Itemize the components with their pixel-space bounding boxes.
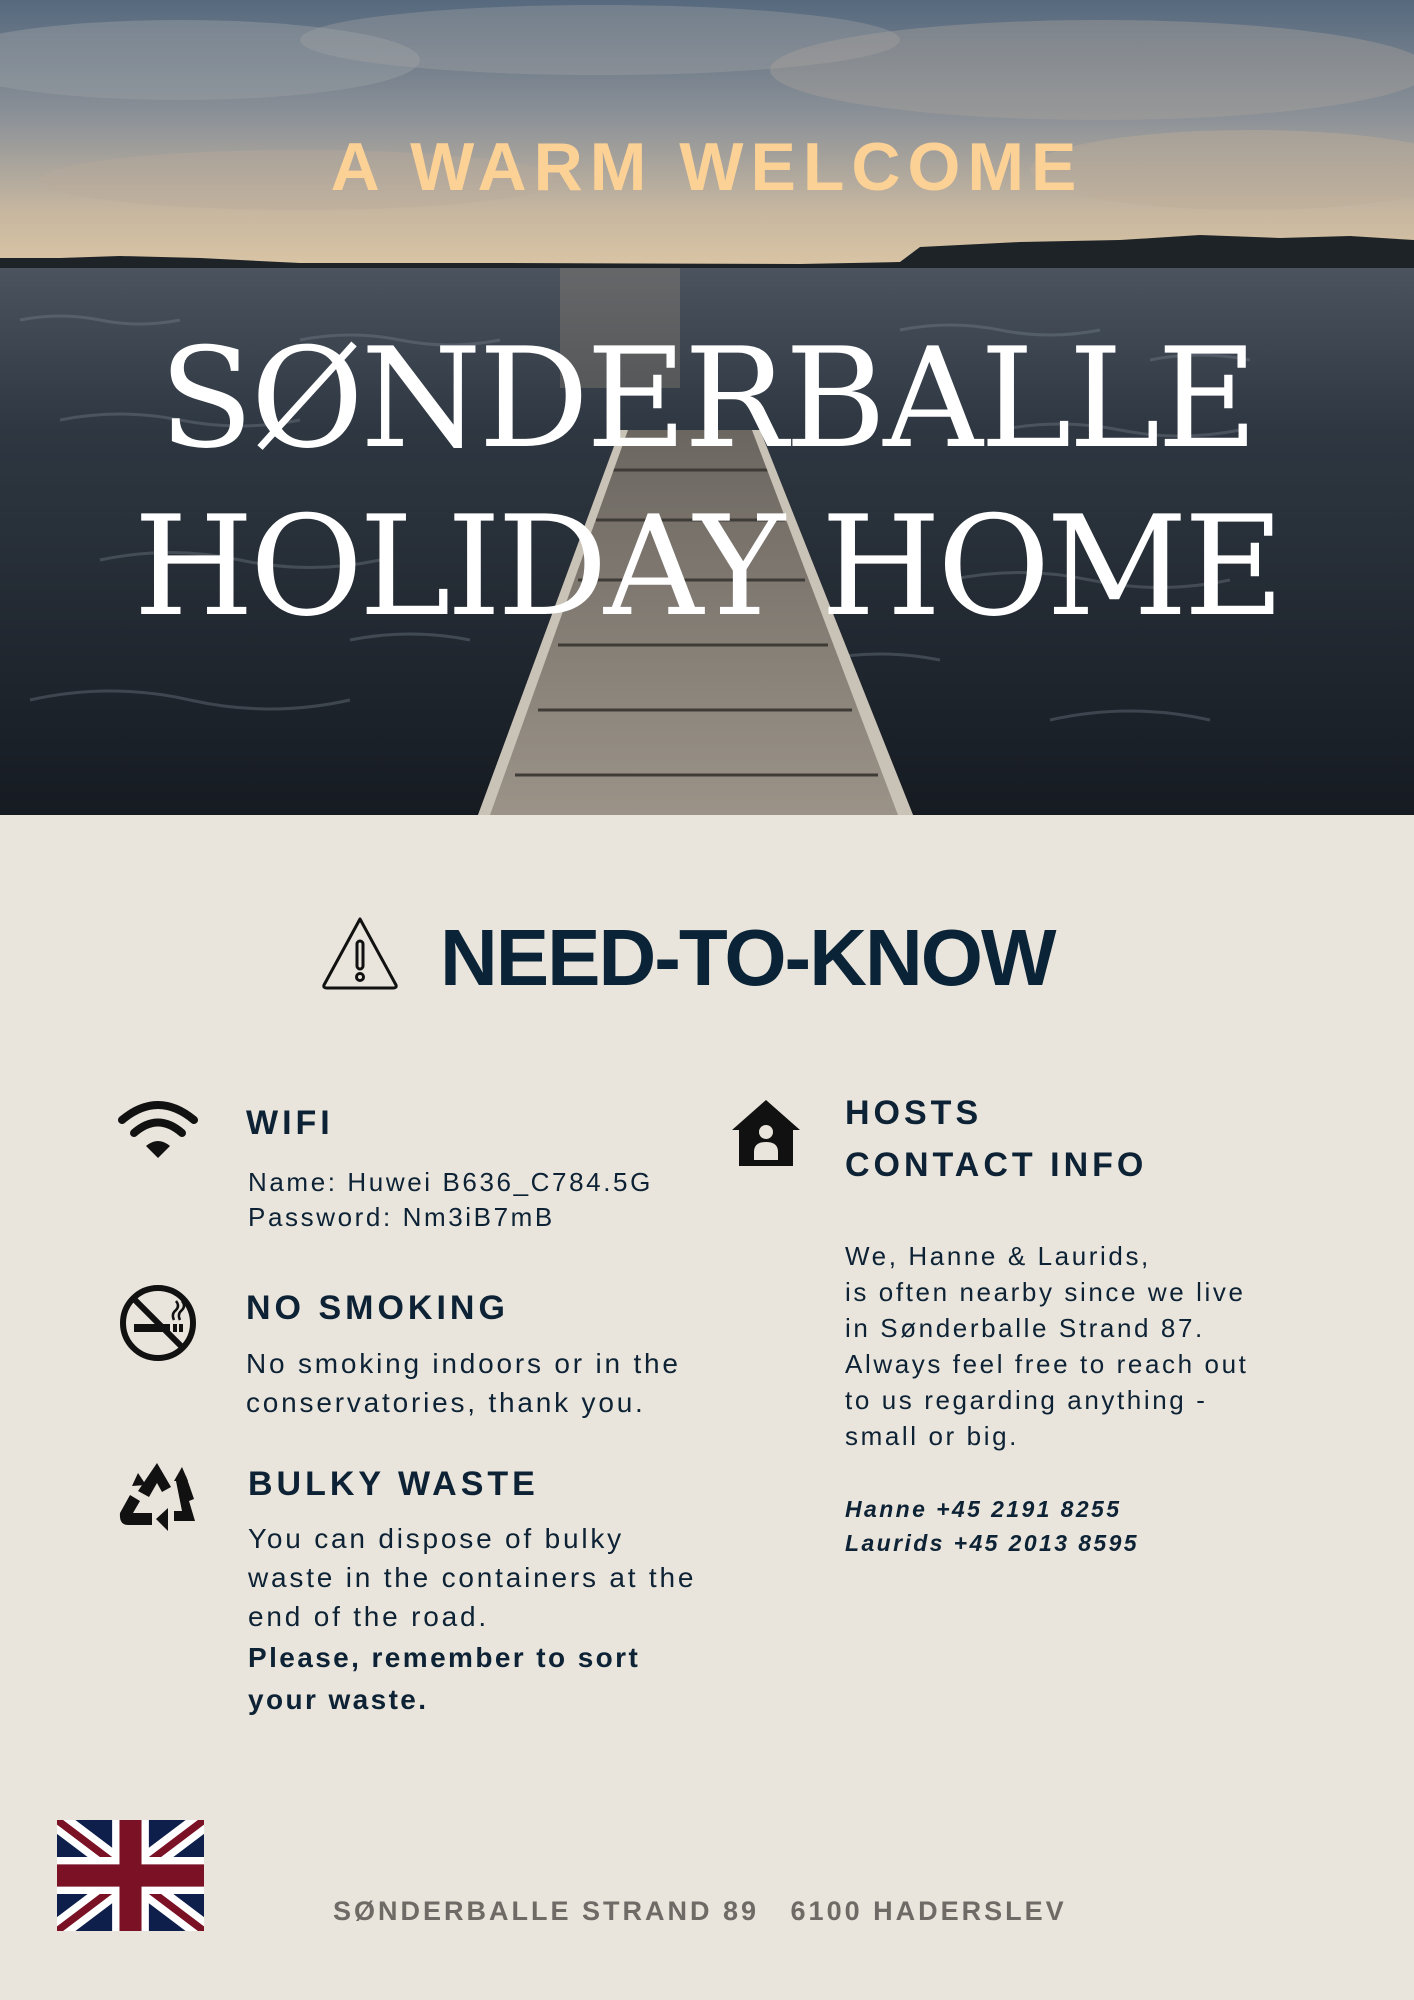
wifi-password: Password: Nm3iB7mB xyxy=(248,1202,555,1232)
no-smoking-icon xyxy=(118,1283,198,1363)
contact-info-heading: CONTACT INFO xyxy=(845,1146,1148,1184)
no-smoking-line2: conservatories, thank you. xyxy=(246,1387,646,1418)
wifi-icon xyxy=(117,1100,199,1162)
laurids-phone: Laurids +45 2013 8595 xyxy=(845,1530,1139,1556)
warning-triangle-icon xyxy=(320,915,400,991)
bulky-waste-line3: end of the road. xyxy=(248,1601,489,1632)
bulky-waste-line2: waste in the containers at the xyxy=(248,1562,697,1593)
welcome-heading: A WARM WELCOME xyxy=(330,129,1084,205)
address: SØNDERBALLE STRAND 89 6100 HADERSLEV xyxy=(333,1896,1067,1926)
hero-banner xyxy=(0,0,1414,815)
sort-waste-note-line1: Please, remember to sort xyxy=(248,1642,641,1673)
hosts-heading: HOSTS xyxy=(845,1094,983,1132)
hosts-text-line5: to us regarding anything - xyxy=(845,1385,1208,1415)
hosts-text-line2: is often nearby since we live xyxy=(845,1277,1246,1307)
no-smoking-line1: No smoking indoors or in the xyxy=(246,1348,681,1379)
hosts-text-line4: Always feel free to reach out xyxy=(845,1349,1249,1379)
wifi-name: Name: Huwei B636_C784.5G xyxy=(248,1167,653,1197)
hanne-phone: Hanne +45 2191 8255 xyxy=(845,1496,1122,1522)
recycle-icon xyxy=(116,1459,198,1537)
page-title-line1: SØNDERBALLE xyxy=(159,318,1255,479)
uk-flag-icon xyxy=(57,1820,204,1931)
hosts-text-line6: small or big. xyxy=(845,1421,1019,1451)
hosts-text-line3: in Sønderballe Strand 87. xyxy=(845,1313,1205,1343)
need-to-know-heading: NEED-TO-KNOW xyxy=(440,913,1055,1002)
no-smoking-heading: NO SMOKING xyxy=(246,1289,509,1327)
bulky-waste-line1: You can dispose of bulky xyxy=(248,1523,624,1554)
sort-waste-note-line2: your waste. xyxy=(248,1684,429,1715)
bulky-waste-heading: BULKY WASTE xyxy=(248,1465,539,1503)
page-title-line2: HOLIDAY HOME xyxy=(133,486,1281,647)
house-person-icon xyxy=(730,1096,802,1168)
wifi-heading: WIFI xyxy=(246,1104,334,1142)
hosts-text-line1: We, Hanne & Laurids, xyxy=(845,1241,1151,1271)
